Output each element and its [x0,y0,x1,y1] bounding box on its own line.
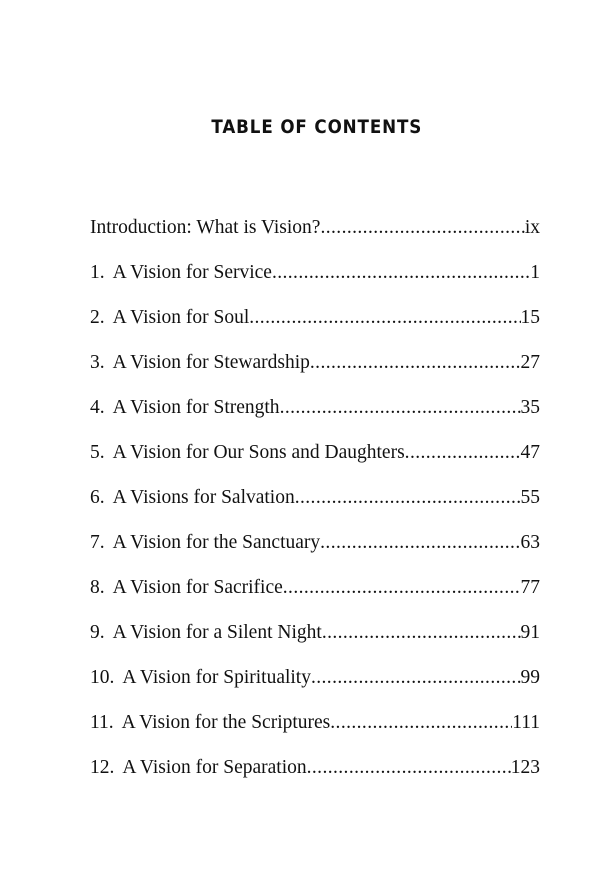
toc-entry-number: 10. [90,667,115,688]
toc-entry-page-number: 63 [520,532,540,553]
toc-entry [90,393,540,438]
toc-entry [90,528,540,573]
toc-entry [90,708,540,753]
toc-entry-page-number: 55 [520,487,540,508]
toc-entry [90,663,540,708]
toc-entry-label: A Visions for Salvation [112,487,295,508]
dot-leader [330,708,512,738]
toc-entry-label: Introduction: What is Vision? [90,217,321,238]
toc-entry [90,618,540,663]
toc-entry-label: A Vision for Stewardship [112,352,310,373]
toc-entry-introduction [90,213,540,258]
dot-leader [283,573,521,603]
toc-entry-page-number: 27 [520,352,540,373]
dot-leader [320,213,524,243]
toc-entry-number: 6. [90,487,105,508]
toc-entry [90,303,540,348]
toc-entry [90,348,540,393]
toc-entry-number: 4. [90,397,105,418]
toc-entry-number: 9. [90,622,105,643]
toc-entry-number: 11. [90,712,114,733]
toc-entry-number: 2. [90,307,105,328]
toc-entry [90,258,540,303]
dot-leader [405,438,521,468]
toc-list [90,213,540,798]
dot-leader [249,303,520,333]
toc-entry-page-number: 99 [520,667,540,688]
toc-entry-page-number: 47 [520,442,540,463]
toc-entry-number: 12. [90,757,115,778]
dot-leader [311,663,521,693]
toc-entry-number: 1. [90,262,105,283]
toc-entry-page-number: 77 [520,577,540,598]
toc-entry-page-number: 123 [510,757,540,778]
toc-entry-number: 3. [90,352,105,373]
toc-entry-page-number: 35 [520,397,540,418]
toc-entry-label: A Vision for Soul [112,307,250,328]
dot-leader [322,618,521,648]
toc-entry-page-number: 1 [530,262,540,283]
toc-entry-page-number: 15 [520,307,540,328]
dot-leader [320,528,520,558]
toc-entry-page-number: ix [524,217,540,238]
dot-leader [272,258,530,288]
dot-leader [310,348,521,378]
toc-entry [90,438,540,483]
toc-entry [90,573,540,618]
dot-leader [295,483,521,513]
toc-entry-label: A Vision for Separation [122,757,307,778]
toc-entry-number: 8. [90,577,105,598]
toc-entry-label: A Vision for a Silent Night [112,622,322,643]
toc-entry-label: A Vision for the Scriptures [121,712,331,733]
toc-entry-label: A Vision for Spirituality [122,667,311,688]
toc-entry [90,753,540,798]
dot-leader [307,753,511,783]
toc-entry [90,483,540,528]
toc-entry-number: 5. [90,442,105,463]
toc-entry-label: A Vision for Sacrifice [112,577,283,598]
toc-entry-label: A Vision for the Sanctuary [112,532,321,553]
toc-entry-label: A Vision for Strength [112,397,280,418]
toc-entry-number: 7. [90,532,105,553]
toc-entry-label: A Vision for Our Sons and Daughters [112,442,405,463]
toc-entry-page-number: 91 [520,622,540,643]
toc-entry-page-number: 111 [512,712,540,733]
toc-entry-label: A Vision for Service [112,262,272,283]
dot-leader [280,393,521,423]
page-title: TABLE OF CONTENTS [211,116,423,138]
